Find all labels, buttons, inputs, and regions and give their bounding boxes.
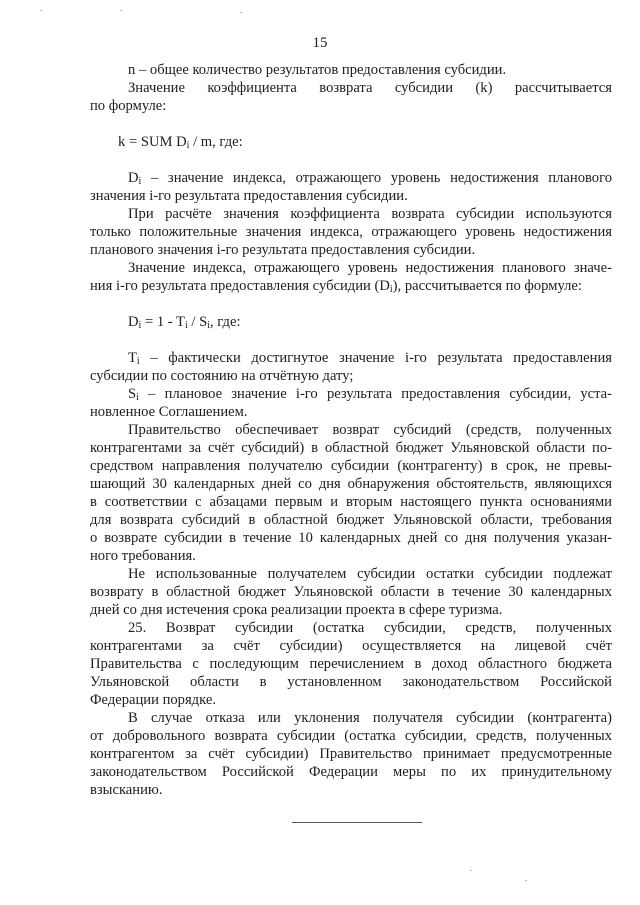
text-line: Правительства с последующим перечислением в доход областного бюджета: [90, 656, 612, 672]
text-line: о возврате субсидии в течение 10 календарных дней со дня получения указан-: [90, 530, 612, 546]
text-line: Федерации порядке.: [90, 692, 216, 708]
text-line: ного требования.: [90, 548, 196, 564]
text-line: Правительство обеспечивает возврат субсидий (средств, полученных: [128, 422, 612, 438]
text-line: средством направления получателю субсидии (контрагенту) в срок, не превы-: [90, 458, 612, 474]
scan-artifact: [525, 880, 527, 881]
text-line: взысканию.: [90, 782, 163, 798]
text-line: В случае отказа или уклонения получателя субсидии (контрагента): [128, 710, 612, 726]
formula-k: k = SUM $D_i$ / m, где:: [118, 134, 243, 151]
scan-artifact: [40, 10, 42, 11]
scan-artifact: [240, 12, 242, 13]
text-line: $S_i$ – плановое значение i-го результата предоставления субсидии, уста-: [128, 386, 612, 403]
text-line: контрагентами за счёт субсидий) в областной бюджет Ульяновской области по-: [90, 440, 612, 456]
text-line: Не использованные получателем субсидии остатки субсидии подлежат: [128, 566, 612, 582]
text-line: только положительные значения индекса, отражающего уровень недостижения: [90, 224, 612, 240]
text-line: значения i-го результата предоставления субсидии.: [90, 188, 408, 204]
scan-artifact: [470, 870, 472, 871]
formula-d: $D_i = 1 - T_i / S_i$, где:: [128, 314, 241, 331]
text-line: для возврата субсидий в областной бюджет Ульяновской области, требования: [90, 512, 612, 528]
text-line: возврату в областной бюджет Ульяновской области в течение 30 календарных: [90, 584, 612, 600]
text-line: $D_i$ – значение индекса, отражающего уровень недостижения планового: [128, 170, 612, 187]
text-line: по формуле:: [90, 98, 167, 114]
text-line: Значение коэффициента возврата субсидии (k) рассчитывается: [128, 80, 612, 96]
text-line: ния i-го результата предоставления субсидии $(D_i)$, рассчитывается по формуле:: [90, 278, 582, 295]
text-line: Значение индекса, отражающего уровень недостижения планового значе-: [128, 260, 612, 276]
text-line: новленное Соглашением.: [90, 404, 248, 420]
document-body: [90, 61, 612, 799]
text-line: $T_i$ – фактически достигнутое значение i-го результата предоставления: [128, 350, 612, 367]
text-line: дней со дня истечения срока реализации проекта в сфере туризма.: [90, 602, 503, 618]
text-line: контрагентами за счёт субсидии) осуществляется на лицевой счёт: [90, 638, 612, 654]
text-line: от добровольного возврата субсидии (остатка субсидии, средств, полученных: [90, 728, 612, 744]
text-line: Ульяновской области в установленном законодательством Российской: [90, 674, 612, 690]
text-line: шающий 30 календарных дней со дня обнаружения обстоятельств, являющихся: [90, 476, 612, 492]
closing-rule: [292, 822, 422, 823]
text-line: При расчёте значения коэффициента возврата субсидии используются: [128, 206, 612, 222]
text-line: планового значения i-го результата предоставления субсидии.: [90, 242, 476, 258]
text-line: в соответствии с абзацами первым и вторым настоящего пункта основаниями: [90, 494, 612, 510]
text-line: законодательством Российской Федерации меры по их принудительному: [90, 764, 612, 780]
page-number: 15: [312, 35, 328, 51]
text-line: контрагентом за счёт субсидии) Правительство принимает предусмотренные: [90, 746, 612, 762]
scan-artifact: [120, 10, 122, 11]
text-line: 25. Возврат субсидии (остатка субсидии, средств, полученных: [128, 620, 612, 636]
text-line: n – общее количество результатов предоставления субсидии.: [128, 62, 507, 78]
text-line: субсидии по состоянию на отчётную дату;: [90, 368, 354, 384]
